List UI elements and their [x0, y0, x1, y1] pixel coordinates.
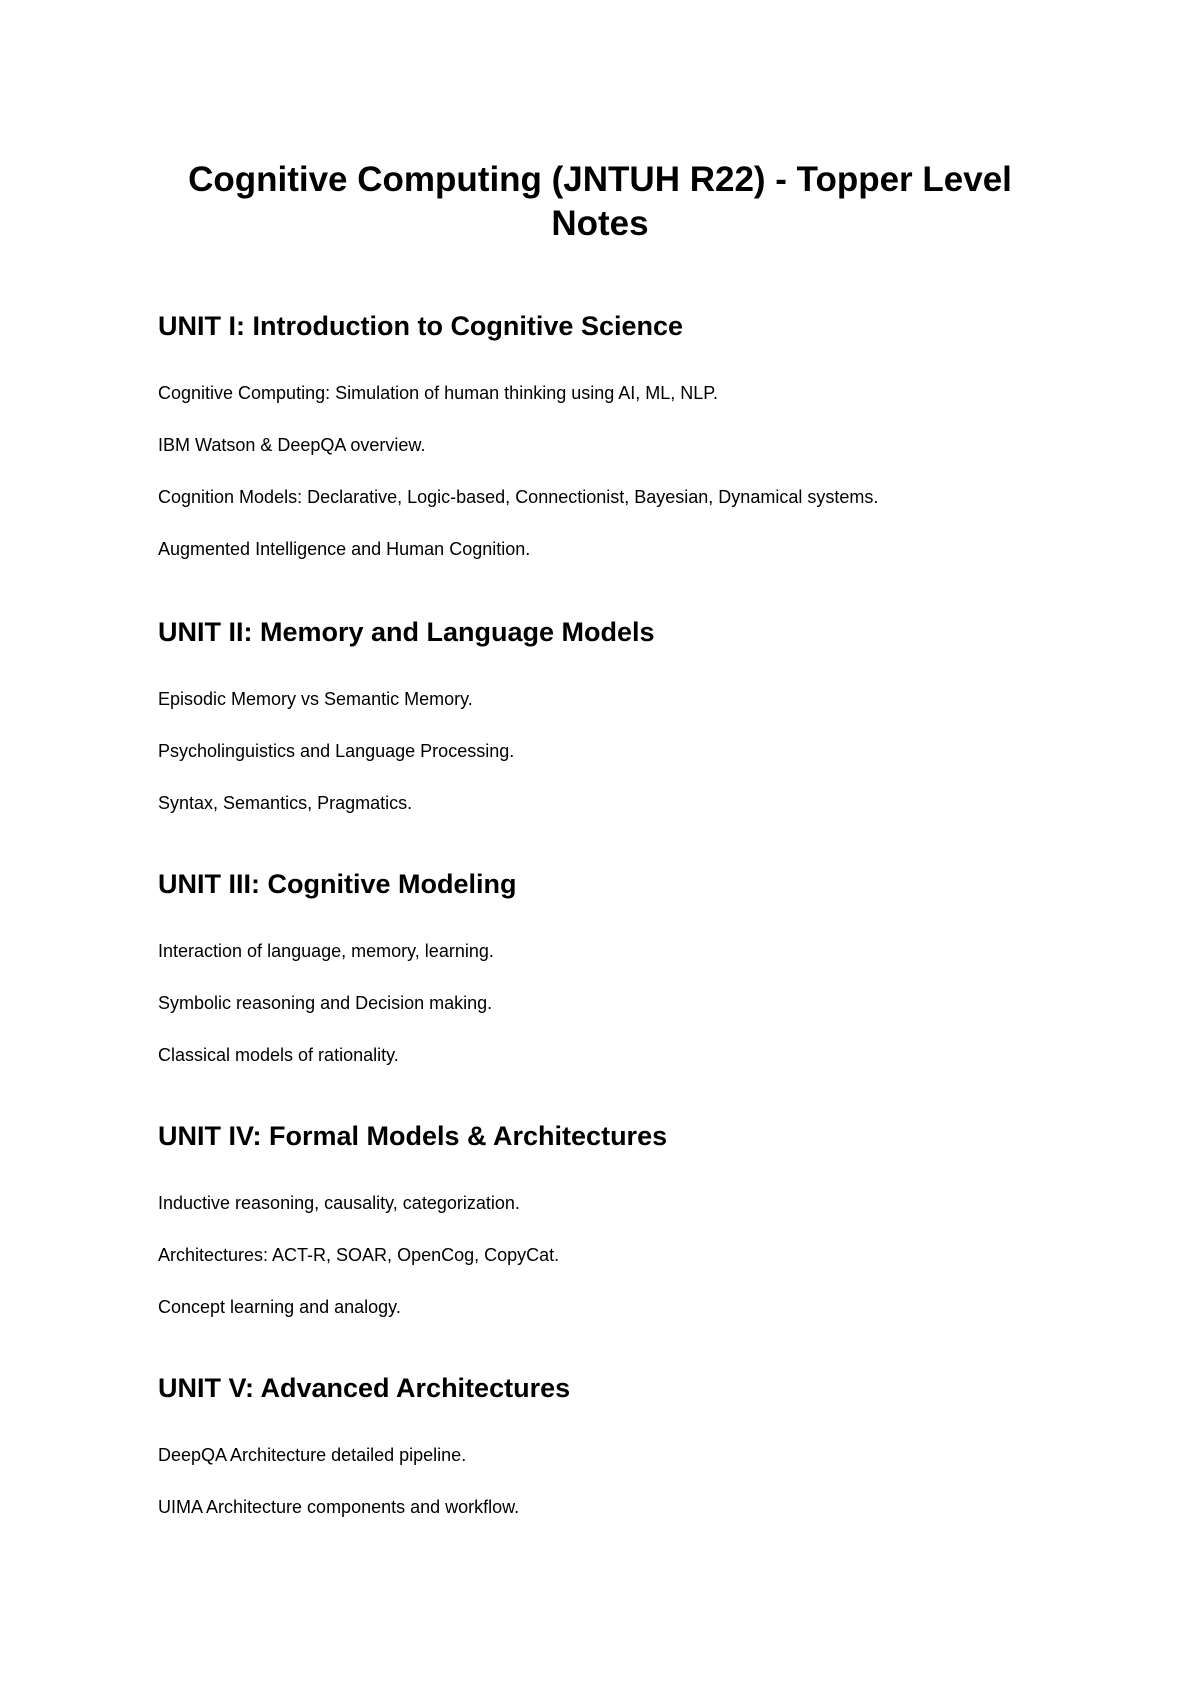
document-title: Cognitive Computing (JNTUH R22) - Topper Level Notes	[188, 160, 1012, 243]
unit-3-heading: UNIT III: Cognitive Modeling	[158, 869, 517, 899]
list-item: Augmented Intelligence and Human Cognition.	[158, 539, 531, 559]
list-item: Cognition Models: Declarative, Logic-based, Connectionist, Bayesian, Dynamical systems.	[158, 487, 879, 507]
list-item: Symbolic reasoning and Decision making.	[158, 993, 493, 1013]
list-item: Inductive reasoning, causality, categorization.	[158, 1193, 520, 1213]
list-item: UIMA Architecture components and workflow.	[158, 1497, 520, 1517]
unit-3-list	[158, 939, 1118, 1067]
unit-2-list	[158, 687, 1118, 815]
unit-4-heading: UNIT IV: Formal Models & Architectures	[158, 1121, 668, 1151]
unit-2-section	[158, 615, 1118, 815]
list-item: Concept learning and analogy.	[158, 1297, 401, 1317]
unit-5-list	[158, 1443, 1118, 1519]
list-item: Architectures: ACT-R, SOAR, OpenCog, CopyCat.	[158, 1245, 560, 1265]
list-item: Interaction of language, memory, learning.	[158, 941, 494, 961]
list-item: Syntax, Semantics, Pragmatics.	[158, 793, 413, 813]
list-item: Classical models of rationality.	[158, 1045, 399, 1065]
list-item: Cognitive Computing: Simulation of human thinking using AI, ML, NLP.	[158, 383, 718, 403]
unit-1-list	[158, 381, 1118, 561]
unit-4-section	[158, 1119, 1118, 1319]
list-item: Episodic Memory vs Semantic Memory.	[158, 689, 473, 709]
unit-3-section	[158, 867, 1118, 1067]
list-item: DeepQA Architecture detailed pipeline.	[158, 1445, 467, 1465]
list-item: Psycholinguistics and Language Processing.	[158, 741, 515, 761]
unit-1-heading: UNIT I: Introduction to Cognitive Science	[158, 311, 684, 341]
unit-2-heading: UNIT II: Memory and Language Models	[158, 617, 655, 647]
unit-5-section	[158, 1371, 1118, 1519]
list-item: IBM Watson & DeepQA overview.	[158, 435, 426, 455]
unit-1-section	[158, 309, 1118, 561]
unit-4-list	[158, 1191, 1118, 1319]
unit-5-heading: UNIT V: Advanced Architectures	[158, 1373, 571, 1403]
